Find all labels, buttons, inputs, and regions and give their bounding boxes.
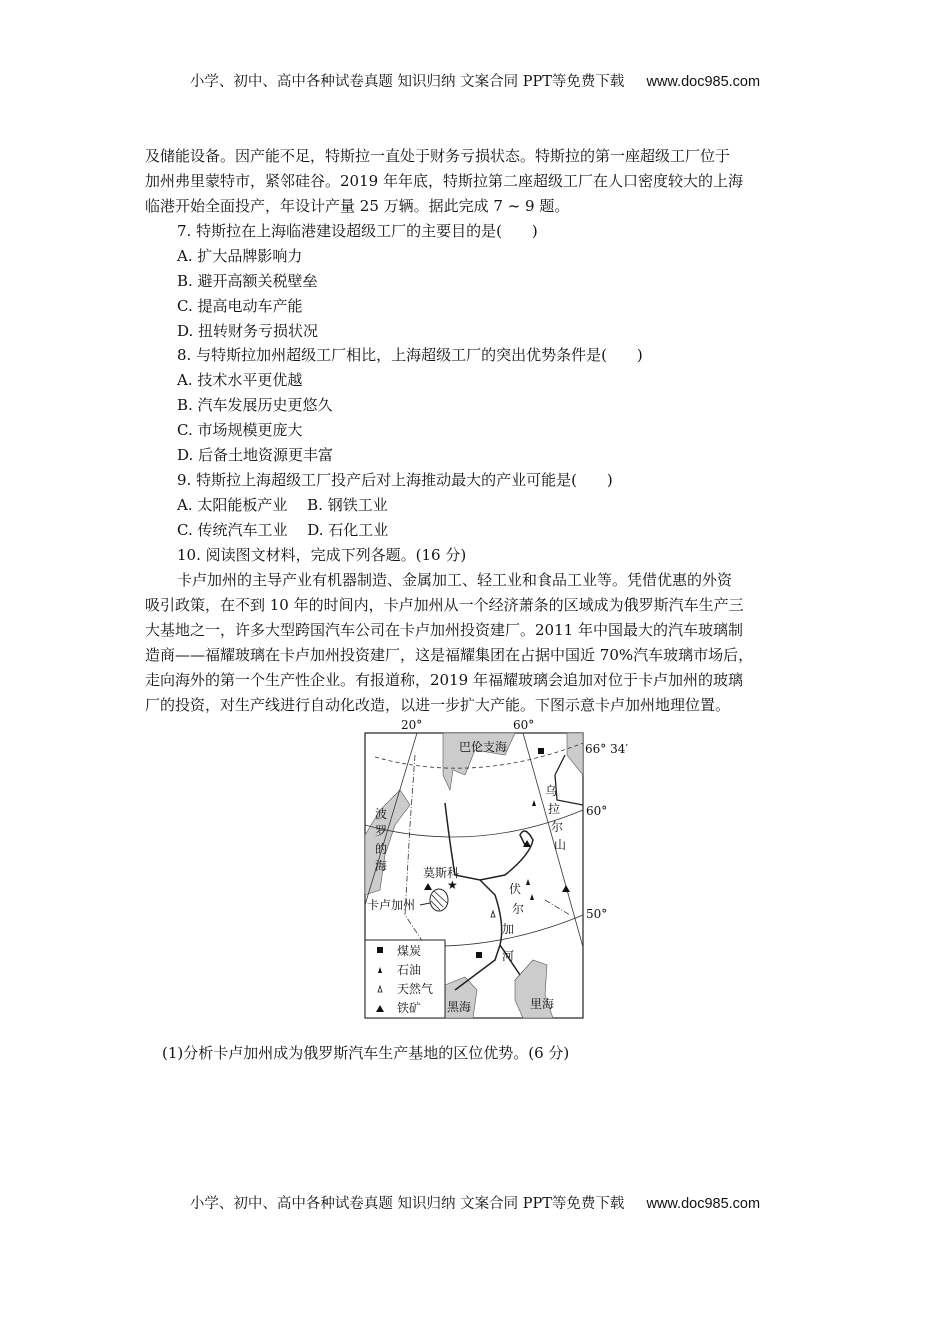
label-volga: 河 [502,949,515,963]
option: C. 传统汽车工业 D. 石化工业 [177,521,389,539]
page-footer [0,1192,950,1213]
label-kaluga: 卡卢加州 [367,898,416,912]
coal-symbol [538,748,544,754]
legend-oil: 石油 [397,963,422,977]
label-ural: 尔 [551,820,564,834]
option: B. 汽车发展历史更悠久 [177,396,333,414]
label-baltic: 罗 [375,824,388,838]
header-url: www.doc985.com [646,74,761,90]
label-arctic-circle: 66° 34′ [585,742,629,756]
material-line: 厂的投资，对生产线进行自动化改造，以进一步扩大产能。下图示意卡卢加州地理位置。 [145,696,731,714]
label-ural: 拉 [548,802,561,816]
option: A. 太阳能板产业 B. 钢铁工业 [177,496,388,514]
sub-question-1: (1)分析卡卢加州成为俄罗斯汽车生产基地的区位优势。(6 分) [162,1044,570,1062]
material-line: 造商——福耀玻璃在卡卢加州投资建厂，这是福耀集团在占据中国近 70%汽车玻璃市场后， [145,646,754,664]
intro-line: 加州弗里蒙特市，紧邻硅谷。2019 年年底，特斯拉第二座超级工厂在人口密度较大的上海 [145,172,743,190]
moscow-star-icon: ★ [447,878,458,892]
footer-text: 小学、初中、高中各种试卷真题 知识归纳 文案合同 PPT等免费下载 [189,1196,625,1212]
material-line: 吸引政策，在不到 10 年的时间内，卡卢加州从一个经济萧条的区域成为俄罗斯汽车生产三 [145,596,744,614]
label-baltic: 波 [375,807,388,821]
label-volga: 尔 [512,902,525,916]
option: A. 技术水平更优越 [177,371,303,389]
intro-line: 及储能设备。因产能不足，特斯拉一直处于财务亏损状态。特斯拉的第一座超级工厂位于 [145,147,731,165]
page-header [0,70,950,91]
option: A. 扩大品牌影响力 [177,247,303,265]
intro-line: 临港开始全面投产，年设计产量 25 万辆。据此完成 7 ~ 9 题。 [145,197,570,215]
material-line: 卡卢加州的主导产业有机器制造、金属加工、轻工业和食品工业等。凭借优惠的外资 [177,571,733,589]
label-baltic: 的 [375,842,388,856]
label-ural: 乌 [545,784,558,798]
option: B. 避开高额关税壁垒 [177,272,318,290]
option: D. 扭转财务亏损状况 [177,322,319,340]
label-volga: 加 [502,922,515,936]
question-7: 7. 特斯拉在上海临港建设超级工厂的主要目的是( ) [177,222,538,240]
label-60e: 60° [513,718,535,732]
label-20e: 20° [401,718,423,732]
material-line: 大基地之一，许多大型跨国汽车公司在卡卢加州投资建厂。2011 年中国最大的汽车玻璃制 [145,621,743,639]
label-barents-sea: 巴伦支海 [459,740,508,754]
option: D. 后备土地资源更丰富 [177,446,334,464]
question-8: 8. 与特斯拉加州超级工厂相比，上海超级工厂的突出优势条件是( ) [177,346,643,364]
label-moscow: 莫斯科 [423,866,460,880]
question-10: 10. 阅读图文材料，完成下列各题。(16 分) [177,546,467,564]
material-line: 走向海外的第一个生产性企业。有报道称，2019 年福耀玻璃会追加对位于卡卢加州的玻璃 [145,671,743,689]
option: C. 提高电动车产能 [177,297,303,315]
legend-iron: 铁矿 [397,1001,422,1015]
label-caspian-sea: 里海 [530,997,555,1011]
label-baltic: 海 [375,859,388,873]
label-50n: 50° [586,907,608,921]
legend-gas: 天然气 [397,982,434,996]
option: C. 市场规模更庞大 [177,421,303,439]
legend-coal: 煤炭 [397,944,422,958]
coal-symbol [476,952,482,958]
label-60n: 60° [586,804,608,818]
label-black-sea: 黑海 [447,1000,472,1014]
label-ural: 山 [554,838,567,852]
footer-url: www.doc985.com [646,1196,761,1212]
question-9: 9. 特斯拉上海超级工厂投产后对上海推动最大的产业可能是( ) [177,471,613,489]
kaluga-location-map [355,715,629,1025]
label-volga: 伏 [509,882,522,896]
header-text: 小学、初中、高中各种试卷真题 知识归纳 文案合同 PPT等免费下载 [189,74,625,90]
